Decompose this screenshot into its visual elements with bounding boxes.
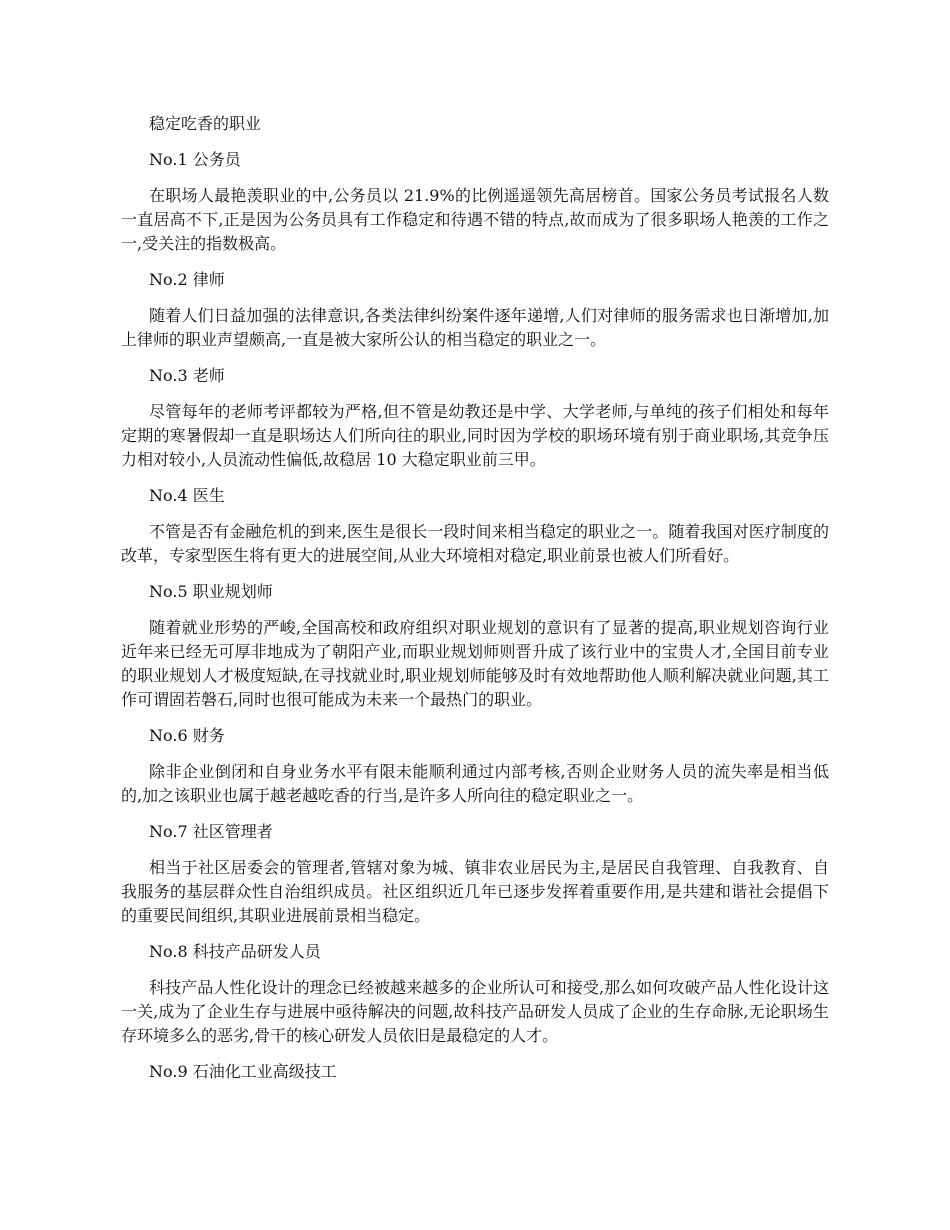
section-heading-3: No.3 老师 — [149, 366, 225, 385]
document-title: 稳定吃香的职业 — [149, 114, 262, 133]
section-heading-7: No.7 社区管理者 — [149, 822, 273, 841]
section-text-2: 随着人们日益加强的法律意识,各类法律纠纷案件逐年递增,人们对律师的服务需求也日渐增加,加上律师的职业声望颇高,一直是被大家所公认的相当稳定的职业之一。 — [121, 306, 829, 349]
section-heading-5: No.5 职业规划师 — [149, 582, 273, 601]
section-text-5: 随着就业形势的严峻,全国高校和政府组织对职业规划的意识有了显著的提高,职业规划咨询行业近年来已经无可厚非地成为了朝阳产业,而职业规划师则晋升成了该行业中的宝贵人才,全国目前专业的职业规划人才极度短缺,在寻找就业时,职业规划师能够及时有效地帮助他人顺利解决就业问题,其工作可谓固若磐石,同时也很可能成为未来一个最热门的职业。 — [121, 618, 829, 709]
section-text-1: 在职场人最艳羡职业的中,公务员以 21.9%的比例遥遥领先高居榜首。国家公务员考试报名人数一直居高不下,正是因为公务员具有工作稳定和待遇不错的特点,故而成为了很多职场人艳羡的工作之一,受关注的指数极高。 — [121, 186, 829, 253]
section-text-3: 尽管每年的老师考评都较为严格,但不管是幼教还是中学、大学老师,与单纯的孩子们相处和每年定期的寒暑假却一直是职场达人们所向往的职业,同时因为学校的职场环境有别于商业职场,其竞争压力相对较小,人员流动性偏低,故稳居 10 大稳定职业前三甲。 — [121, 402, 829, 469]
section-text-4: 不管是否有金融危机的到来,医生是很长一段时间来相当稳定的职业之一。随着我国对医疗制度的改革，专家型医生将有更大的进展空间,从业大环境相对稳定,职业前景也被人们所看好。 — [121, 522, 829, 565]
section-heading-6: No.6 财务 — [149, 726, 225, 745]
section-text-7: 相当于社区居委会的管理者,管辖对象为城、镇非农业居民为主,是居民自我管理、自我教育、自我服务的基层群众性自治组织成员。社区组织近几年已逐步发挥着重要作用,是共建和谐社会提倡下的重要民间组织,其职业进展前景相当稳定。 — [121, 858, 829, 925]
section-text-6: 除非企业倒闭和自身业务水平有限未能顺利通过内部考核,否则企业财务人员的流失率是相当低的,加之该职业也属于越老越吃香的行当,是许多人所向往的稳定职业之一。 — [121, 762, 829, 805]
section-heading-4: No.4 医生 — [149, 486, 225, 505]
section-heading-1: No.1 公务员 — [149, 150, 241, 169]
section-heading-2: No.2 律师 — [149, 270, 225, 289]
section-heading-9: No.9 石油化工业高级技工 — [149, 1062, 337, 1081]
section-heading-8: No.8 科技产品研发人员 — [149, 942, 321, 961]
section-text-8: 科技产品人性化设计的理念已经被越来越多的企业所认可和接受,那么如何攻破产品人性化设计这一关,成为了企业生存与进展中亟待解决的问题,故科技产品研发人员成了企业的生存命脉,无论职场生存环境多么的恶劣,骨干的核心研发人员依旧是最稳定的人才。 — [121, 978, 829, 1045]
